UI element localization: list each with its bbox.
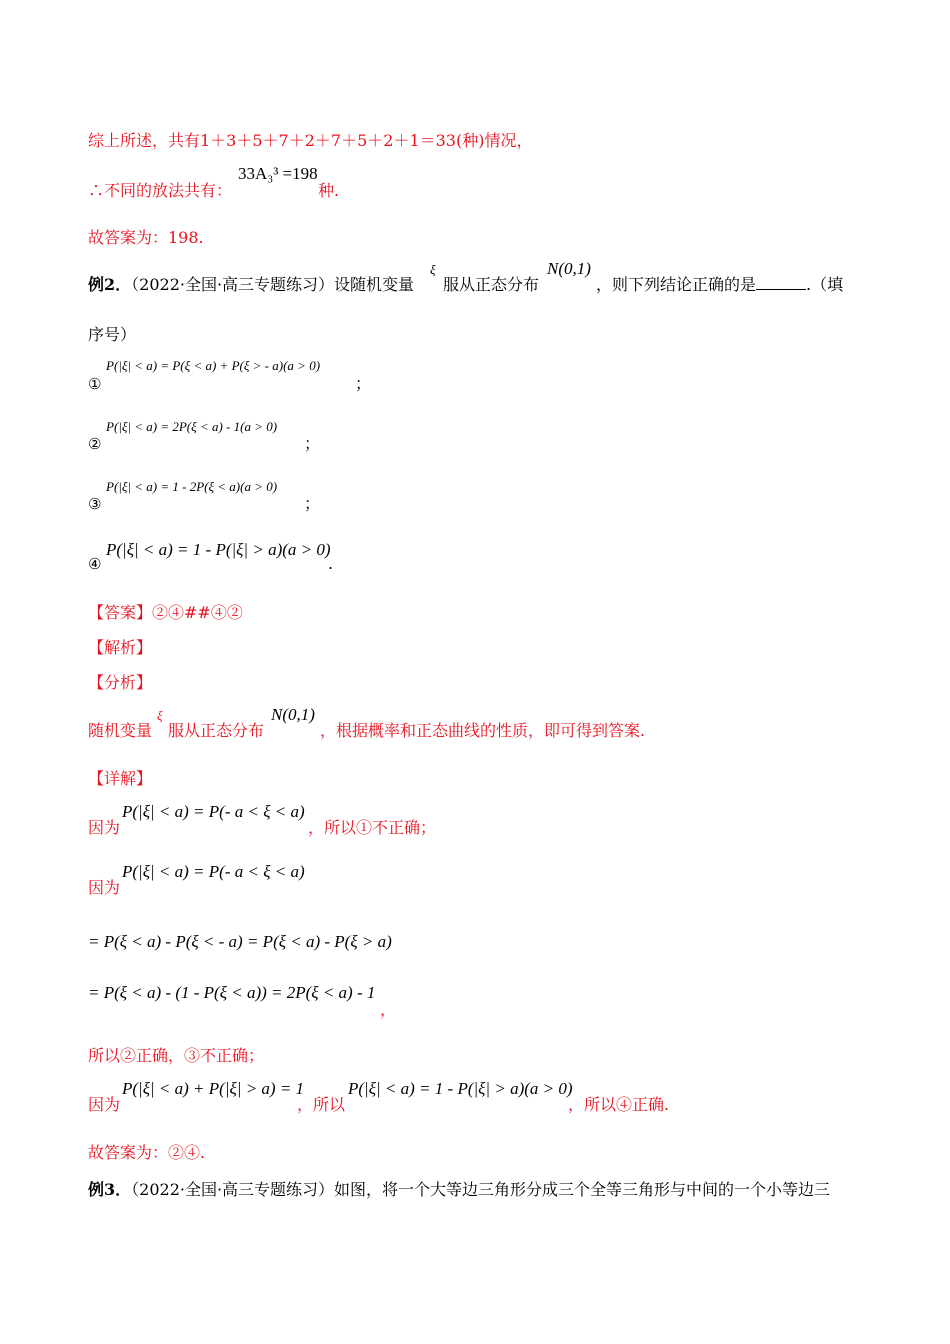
example-source: （2022·全国·高三专题练习）设随机变量: [131, 275, 415, 294]
equation-5-mid: ，所以: [297, 1095, 346, 1114]
example2-continued: 序号）: [88, 325, 137, 344]
normal-dist: N(0,1): [547, 259, 591, 278]
option-formula-3: P(|ξ| < a) = 1 - 2P(ξ < a)(a > 0): [106, 479, 278, 494]
option-marker-3: ③: [88, 495, 102, 513]
equation-6: P(|ξ| < a) = 1 - P(|ξ| > a)(a > 0): [348, 1079, 573, 1098]
option-formula-4: P(|ξ| < a) = 1 - P(|ξ| > a)(a > 0): [106, 540, 331, 559]
example2-mid: 服从正态分布: [443, 275, 540, 294]
example2-end: [596, 275, 843, 295]
summary-answer: 故答案为：198.: [88, 228, 204, 247]
equation-4: = P(ξ < a) - (1 - P(ξ < a)) = 2P(ξ < a) - 1: [88, 983, 376, 1002]
summary-suffix: 种.: [318, 181, 340, 200]
option-end-4: .: [328, 554, 334, 573]
answer-blank[interactable]: [756, 275, 806, 290]
example3-text: （2022·全国·高三专题练习）如图，将一个大等边三角形分成三个全等三角形与中间的一个小等边三: [131, 1180, 831, 1199]
option-marker-4: ④: [88, 555, 102, 573]
example2-question: ，则下列结论正确的是: [596, 275, 757, 294]
option-end-1: ；: [355, 374, 372, 393]
example3-label: 例: [88, 1180, 105, 1199]
final-answer: 故答案为：②④.: [88, 1143, 206, 1162]
option-end-2: ；: [304, 434, 321, 453]
fenxi-tag: 【分析】: [88, 673, 153, 692]
conclusion-2: 所以②正确，③不正确；: [88, 1046, 265, 1065]
option-end-3: ；: [304, 494, 321, 513]
equation-5: P(|ξ| < a) + P(|ξ| > a) = 1: [122, 1079, 305, 1098]
detail-tag: 【详解】: [88, 769, 153, 788]
option-formula-2: P(|ξ| < a) = 2P(ξ < a) - 1(a > 0): [106, 419, 278, 434]
fenxi-mid: 服从正态分布: [168, 721, 265, 740]
permutation-formula: 33A₃³ =198: [238, 164, 318, 183]
because-2: 因为: [88, 878, 121, 897]
example3-heading: [88, 1180, 830, 1200]
equation-6-end: ，所以④正确.: [568, 1095, 670, 1114]
because-3: 因为: [88, 1095, 121, 1114]
equation-1: P(|ξ| < a) = P(- a < ξ < a): [122, 802, 305, 821]
fenxi-dist: N(0,1): [271, 705, 315, 724]
equation-1-end: ，所以①不正确；: [308, 818, 437, 837]
summary-prefix: ∴不同的放法共有：: [88, 181, 233, 200]
because-1: 因为: [88, 818, 121, 837]
example-number: 2．: [104, 275, 132, 294]
example2-tail: .（填: [806, 275, 844, 294]
equation-2: P(|ξ| < a) = P(- a < ξ < a): [122, 862, 305, 881]
fenxi-end: ，根据概率和正态曲线的性质，即可得到答案.: [320, 721, 646, 740]
equation-4-end: ，: [380, 1000, 397, 1019]
xi-symbol: ξ: [430, 262, 436, 277]
example-label: 例: [88, 275, 105, 294]
fenxi-prefix: 随机变量: [88, 721, 153, 740]
analysis-tag: 【解析】: [88, 638, 153, 657]
example2-heading: [88, 275, 414, 295]
example3-number: 3．: [104, 1180, 132, 1199]
summary-line: 综上所述，共有1＋3＋5＋7＋2＋7＋5＋2＋1＝33(种)情况，: [88, 131, 533, 150]
answer-tag: 【答案】②④##④②: [88, 603, 243, 622]
option-marker-1: ①: [88, 375, 102, 393]
option-formula-1: P(|ξ| < a) = P(ξ < a) + P(ξ > - a)(a > 0): [106, 358, 321, 373]
option-marker-2: ②: [88, 435, 102, 453]
equation-3: = P(ξ < a) - P(ξ < - a) = P(ξ < a) - P(ξ > a): [88, 932, 392, 951]
fenxi-xi: ξ: [157, 708, 163, 723]
